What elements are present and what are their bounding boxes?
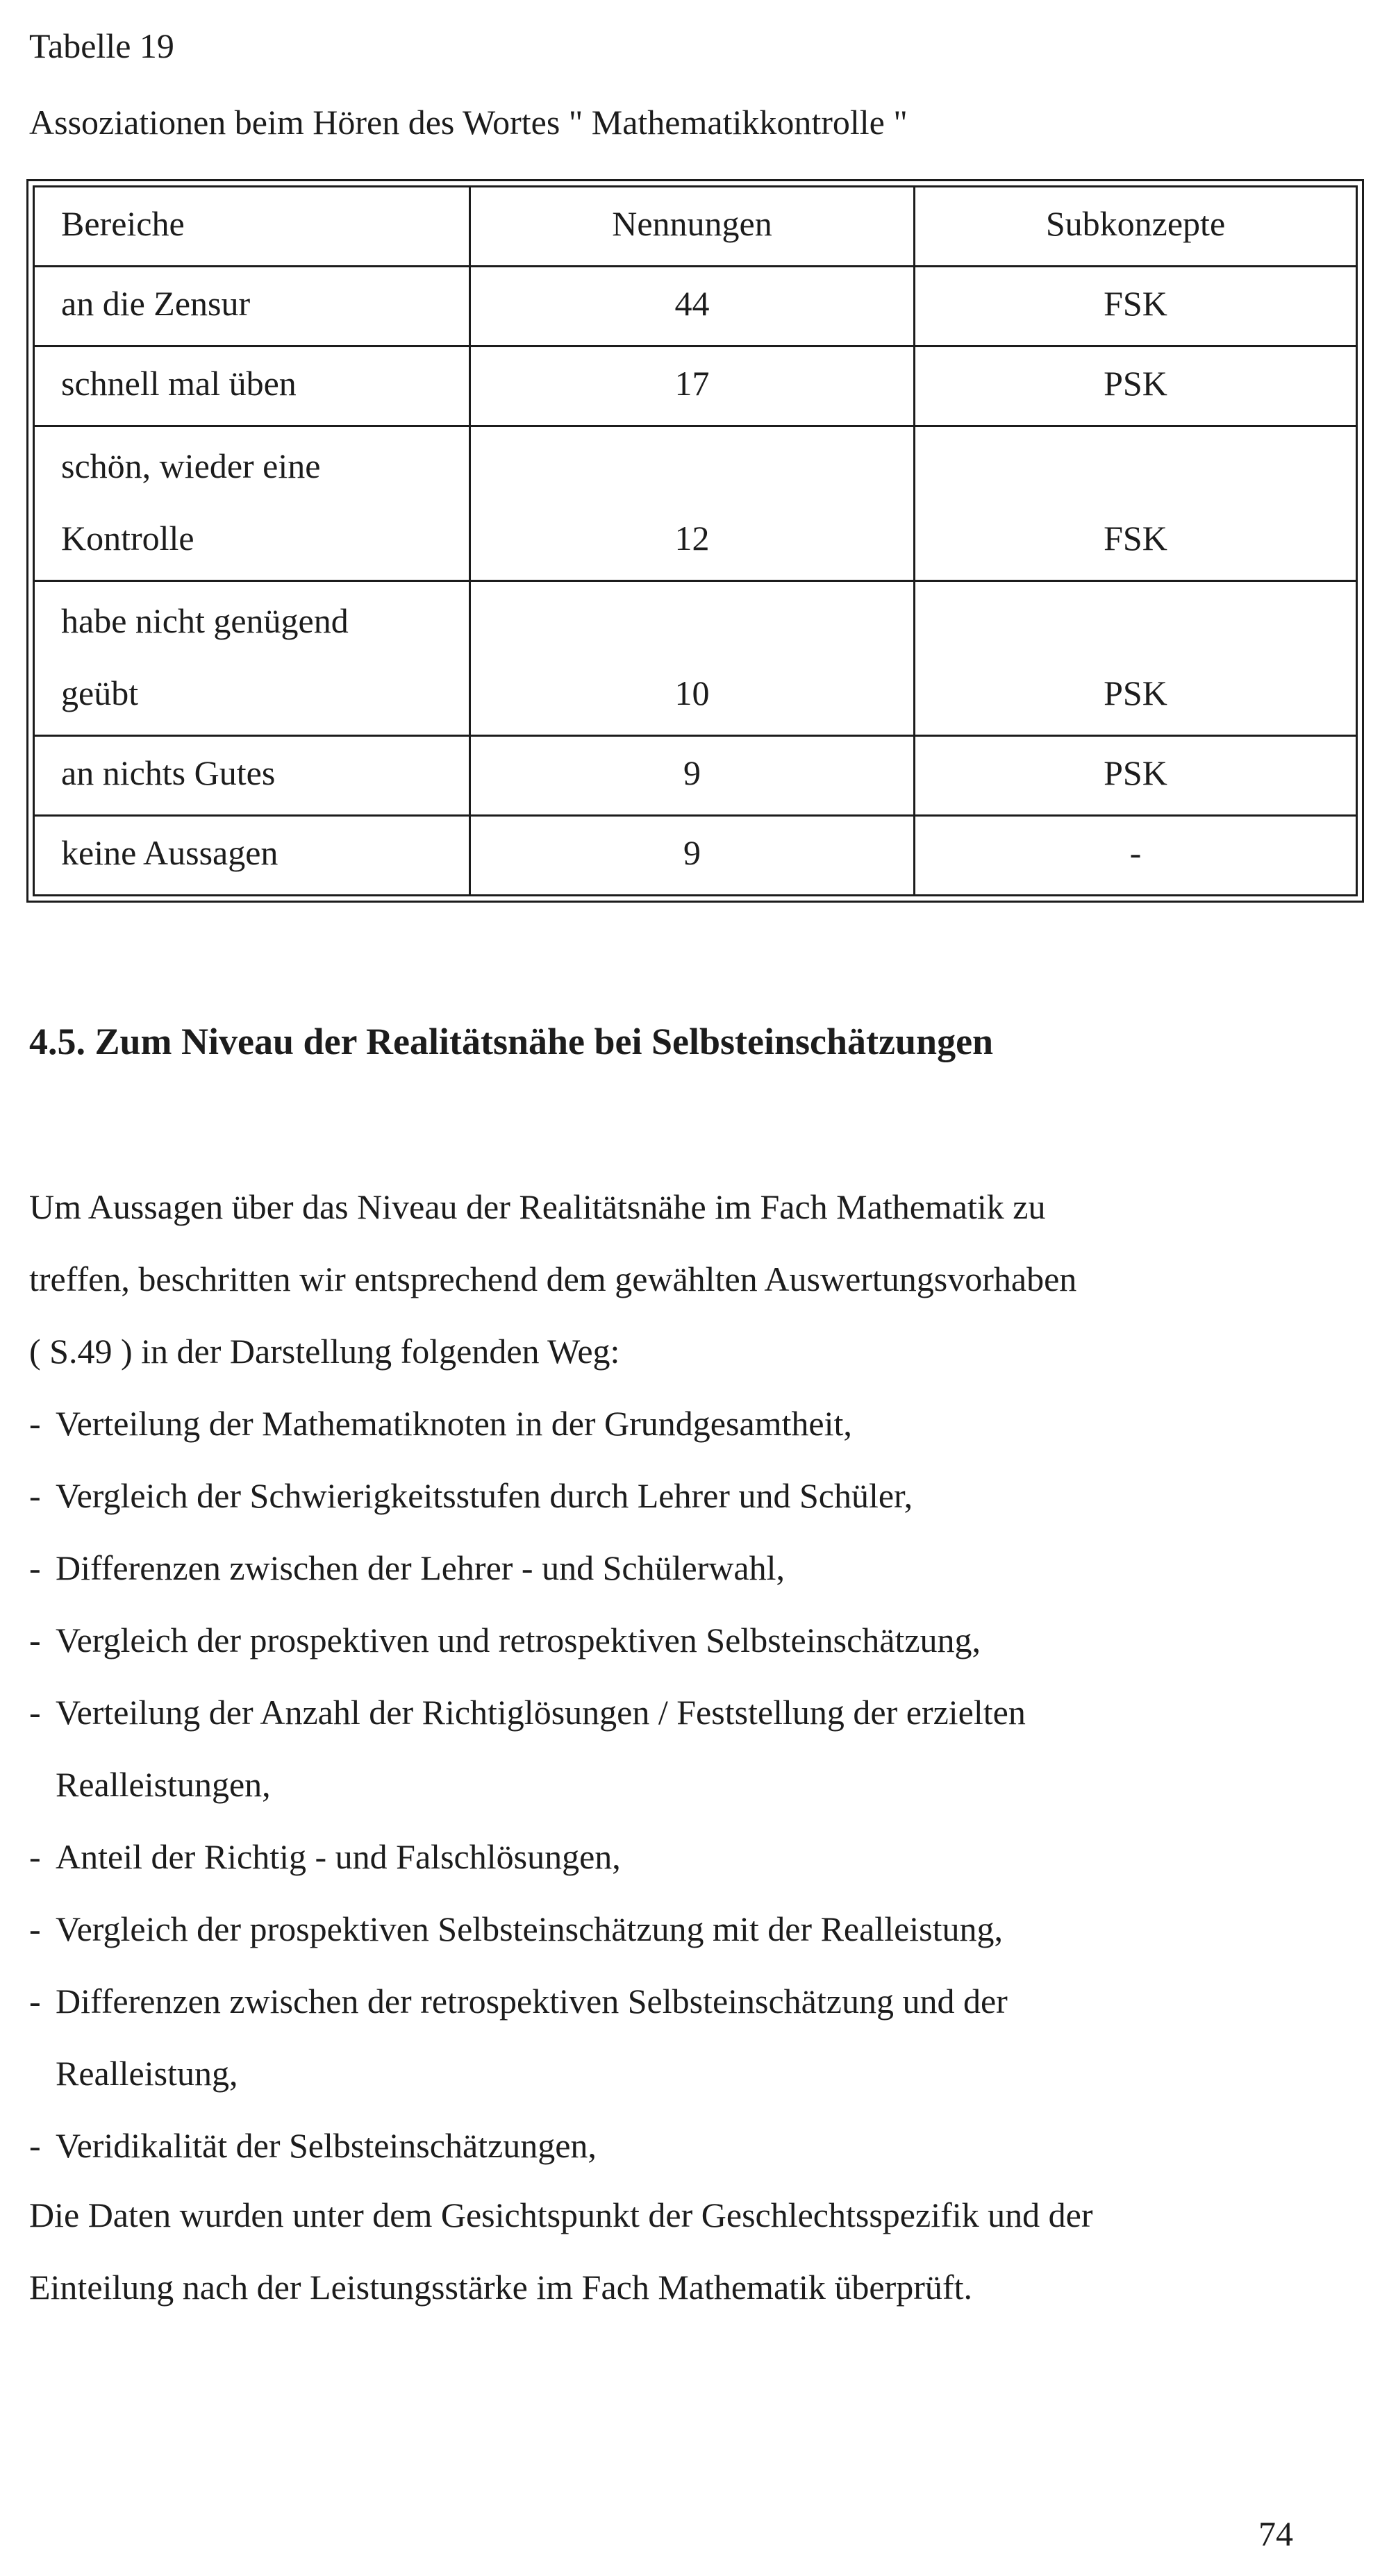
dash-bullet: - bbox=[29, 2126, 41, 2165]
cell-bereich-line: geübt bbox=[61, 674, 139, 712]
cell-bereich bbox=[34, 816, 470, 896]
dash-bullet: - bbox=[29, 1909, 41, 1948]
cell-nennungen: 10 bbox=[470, 581, 915, 736]
cell-bereich bbox=[34, 581, 470, 736]
cell-bereich bbox=[34, 736, 470, 816]
cell-nennungen: 12 bbox=[470, 426, 915, 581]
dash-bullet: - bbox=[29, 1621, 41, 1659]
list-item-line: Vergleich der prospektiven Selbsteinschätzung mit der Realleistung, bbox=[56, 1909, 1004, 1948]
cell-bereich-line: an nichts Gutes bbox=[61, 753, 276, 792]
dash-bullet: - bbox=[29, 1982, 41, 2021]
cell-bereich-line: keine Aussagen bbox=[61, 833, 278, 872]
table-row bbox=[34, 426, 1357, 581]
list-item-line: Verteilung der Anzahl der Richtiglösungen / Feststellung der erzielten bbox=[56, 1693, 1026, 1732]
list-item-line: Anteil der Richtig - und Falschlösungen, bbox=[56, 1837, 621, 1876]
cell-subkonzept: - bbox=[915, 816, 1357, 896]
list-item-line: Vergleich der Schwierigkeitsstufen durch Lehrer und Schüler, bbox=[56, 1476, 913, 1515]
list-item bbox=[29, 1532, 1335, 1604]
table-frame bbox=[26, 179, 1364, 903]
intro-paragraph bbox=[29, 1171, 1335, 1387]
cell-subkonzept: PSK bbox=[915, 346, 1357, 426]
closing-line: Die Daten wurden unter dem Gesichtspunkt der Geschlechtsspezifik und der bbox=[29, 2196, 1093, 2234]
header-nennungen: Nennungen bbox=[470, 187, 915, 267]
dash-bullet: - bbox=[29, 1476, 41, 1515]
list-item bbox=[29, 1893, 1335, 1965]
cell-subkonzept: FSK bbox=[915, 267, 1357, 346]
cell-nennungen: 44 bbox=[470, 267, 915, 346]
cell-nennungen: 17 bbox=[470, 346, 915, 426]
table-row bbox=[34, 736, 1357, 816]
cell-subkonzept: PSK bbox=[915, 581, 1357, 736]
cell-bereich bbox=[34, 346, 470, 426]
cell-bereich-line: schnell mal üben bbox=[61, 364, 297, 403]
cell-subkonzept: FSK bbox=[915, 426, 1357, 581]
list-item-line: Differenzen zwischen der Lehrer - und Schülerwahl, bbox=[56, 1548, 785, 1587]
section-heading: 4.5. Zum Niveau der Realitätsnähe bei Selbsteinschätzungen bbox=[29, 1021, 994, 1062]
list-item-line: Vergleich der prospektiven und retrospektiven Selbsteinschätzung, bbox=[56, 1621, 981, 1659]
intro-line: treffen, beschritten wir entsprechend dem gewählten Auswertungsvorhaben bbox=[29, 1260, 1077, 1298]
list-item bbox=[29, 1965, 1335, 2109]
cell-bereich bbox=[34, 426, 470, 581]
list-item bbox=[29, 1821, 1335, 1893]
closing-paragraph bbox=[29, 2179, 1335, 2323]
table-header-row bbox=[34, 187, 1357, 267]
cell-bereich-line: Kontrolle bbox=[61, 519, 194, 558]
list-item-line: Veridikalität der Selbsteinschätzungen, bbox=[56, 2126, 597, 2165]
dash-bullet: - bbox=[29, 1548, 41, 1587]
list-item-line: Realleistung, bbox=[56, 2054, 238, 2093]
dash-bullet: - bbox=[29, 1693, 41, 1732]
list-item-line: Differenzen zwischen der retrospektiven Selbsteinschätzung und der bbox=[56, 1982, 1008, 2021]
cell-subkonzept: PSK bbox=[915, 736, 1357, 816]
intro-line: Um Aussagen über das Niveau der Realitätsnähe im Fach Mathematik zu bbox=[29, 1187, 1046, 1226]
table-row bbox=[34, 267, 1357, 346]
table-caption: Assoziationen beim Hören des Wortes " Mathematikkontrolle " bbox=[29, 103, 908, 142]
table-label: Tabelle 19 bbox=[29, 26, 174, 65]
intro-line: ( S.49 ) in der Darstellung folgenden Weg: bbox=[29, 1332, 620, 1371]
list-item bbox=[29, 2109, 1335, 2182]
steps-list bbox=[29, 1387, 1335, 2182]
table-row bbox=[34, 816, 1357, 896]
list-item bbox=[29, 1676, 1335, 1821]
table-row bbox=[34, 581, 1357, 736]
cell-bereich-line: schön, wieder eine bbox=[61, 446, 321, 485]
dash-bullet: - bbox=[29, 1837, 41, 1876]
table-row bbox=[34, 346, 1357, 426]
list-item bbox=[29, 1604, 1335, 1676]
list-item-line: Realleistungen, bbox=[56, 1765, 271, 1804]
header-subkonzepte: Subkonzepte bbox=[915, 187, 1357, 267]
cell-bereich-line: an die Zensur bbox=[61, 284, 251, 323]
dash-bullet: - bbox=[29, 1404, 41, 1443]
closing-line: Einteilung nach der Leistungsstärke im Fach Mathematik überprüft. bbox=[29, 2268, 972, 2307]
cell-bereich bbox=[34, 267, 470, 346]
list-item bbox=[29, 1387, 1335, 1460]
header-bereiche: Bereiche bbox=[34, 187, 470, 267]
cell-nennungen: 9 bbox=[470, 816, 915, 896]
list-item bbox=[29, 1460, 1335, 1532]
cell-bereich-line: habe nicht genügend bbox=[61, 601, 349, 640]
list-item-line: Verteilung der Mathematiknoten in der Grundgesamtheit, bbox=[56, 1404, 852, 1443]
associations-table bbox=[33, 185, 1358, 896]
page-number: 74 bbox=[1258, 2514, 1293, 2553]
cell-nennungen: 9 bbox=[470, 736, 915, 816]
